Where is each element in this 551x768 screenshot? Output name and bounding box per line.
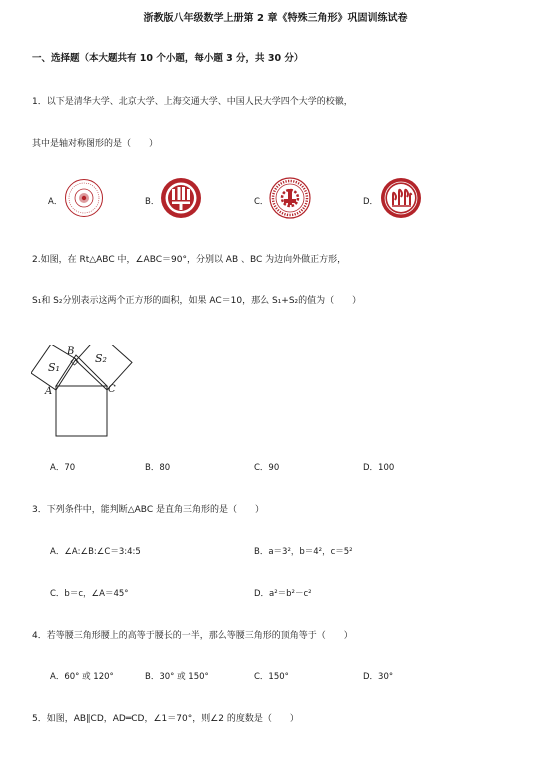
figure-label-s2: S₂ [95,352,107,365]
q1-stem-line1: 1．以下是清华大学、北京大学、上海交通大学、中国人民大学四个大学的校徽， [32,97,353,107]
q1-option-a-label: A． [48,197,63,207]
q2-stem-line2: S₁和 S₂分别表示这两个正方形的面积，如果 AC＝10，那么 S₁+S₂的值为（ ） [32,296,362,306]
section-heading: 一、选择题（本大题共有 10 个小题，每小题 3 分，共 30 分） [32,53,304,64]
q2-option-b: B．80 [145,463,171,473]
q2-option-d: D．100 [363,463,395,473]
q2-option-a: A．70 [50,463,76,473]
q3-option-b: B．a＝3²，b＝4²，c＝5² [254,547,353,557]
page-title: 浙教版八年级数学上册第 2 章《特殊三角形》巩固训练试卷 [143,13,408,24]
q5-stem: 5．如图，AB∥CD，AD═CD，∠1＝70°，则∠2 的度数是（ ） [32,714,299,724]
pku-seal-icon [160,177,202,223]
figure-label-a: A [45,386,53,397]
q3-option-a: A．∠A:∠B:∠C＝3:4:5 [50,547,141,557]
q4-option-d: D．30° [363,672,394,682]
figure-label-b: B [67,346,75,357]
tsinghua-seal-icon [64,178,104,222]
q4-stem: 4．若等腰三角形腰上的高等于腰长的一半，那么等腰三角形的顶角等于（ ） [32,631,353,641]
figure-label-c: C [108,384,116,395]
q4-option-b: B．30° 或 150° [145,672,209,682]
q2-figure [31,345,141,445]
q2-option-c: C．90 [254,463,280,473]
ruc-seal-icon [380,177,422,223]
q3-option-d: D．a²＝b²－c² [254,589,312,599]
q1-option-d-label: D． [363,197,379,207]
q3-option-c: C．b＝c，∠A＝45° [50,589,129,599]
figure-label-s1: S₁ [48,361,60,374]
q1-option-b-label: B． [145,197,160,207]
q3-stem: 3．下列条件中，能判断△ABC 是直角三角形的是（ ） [32,505,264,515]
q1-option-c-label: C． [254,197,269,207]
q4-option-c: C．150° [254,672,289,682]
sjtu-seal-icon [269,177,311,223]
q1-stem-line2: 其中是轴对称图形的是（ ） [32,139,159,149]
q4-option-a: A．60° 或 120° [50,672,114,682]
q2-stem-line1: 2.如图，在 Rt△ABC 中，∠ABC＝90°，分别以 AB 、BC 为边向外做正方形， [32,255,347,265]
